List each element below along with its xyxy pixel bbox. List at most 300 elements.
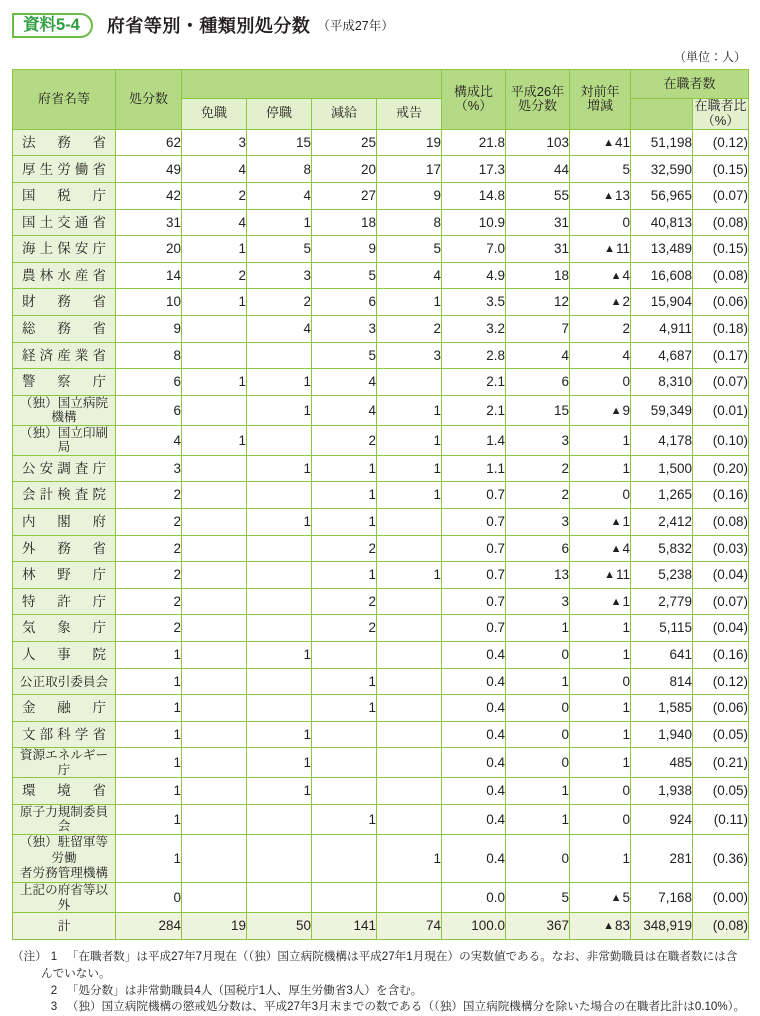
row-label-text: （独）国立病院機構 — [19, 395, 109, 425]
cell-prev-year: 1 — [506, 804, 570, 834]
table-row — [13, 369, 749, 396]
decrease-triangle-icon: ▲ — [610, 296, 622, 309]
cell-pay-cut: 1 — [312, 668, 377, 695]
cell-employees: 814 — [631, 668, 693, 695]
cell-reprimand — [377, 588, 442, 615]
cell-pay-cut: 9 — [312, 236, 377, 263]
cell-yoy-change: ▲1 — [570, 588, 631, 615]
cell-yoy-change: 0 — [570, 482, 631, 509]
cell-pay-cut: 1 — [312, 804, 377, 834]
cell-suspension: 1 — [247, 369, 312, 396]
cell-yoy-change: 0 — [570, 668, 631, 695]
cell-reprimand — [377, 804, 442, 834]
cell-employees: 4,178 — [631, 425, 693, 455]
cell-pay-cut: 2 — [312, 588, 377, 615]
row-label-text: 金融庁 — [22, 700, 106, 716]
cell-pay-cut: 141 — [312, 913, 377, 940]
cell-yoy-change: 1 — [570, 641, 631, 668]
row-label-text: 会計検査院 — [22, 487, 106, 503]
cell-share: 0.4 — [442, 748, 506, 778]
cell-suspension: 1 — [247, 395, 312, 425]
cell-total-dispositions: 1 — [116, 668, 182, 695]
cell-employees: 641 — [631, 641, 693, 668]
cell-prev-year: 3 — [506, 588, 570, 615]
decrease-triangle-icon: ▲ — [610, 404, 622, 417]
col-header-yoy — [570, 70, 631, 130]
col-header-employees-count — [631, 99, 693, 130]
cell-dismissal: 19 — [182, 913, 247, 940]
cell-yoy-change: ▲83 — [570, 913, 631, 940]
decrease-triangle-icon: ▲ — [603, 136, 614, 149]
cell-share: 0.7 — [442, 535, 506, 562]
cell-total-dispositions: 1 — [116, 834, 182, 882]
row-label — [13, 455, 116, 482]
row-label-text: 国土交通省 — [22, 214, 106, 230]
footnote-text: （独）国立病院機構の懲戒処分数は、平成27年3月末までの数である（（独）国立病院機構分を除いた場合の在職者比計は0.10%）。 — [66, 1000, 746, 1014]
table-row — [13, 748, 749, 778]
cell-pay-cut: 27 — [312, 183, 377, 210]
footnote-number: 1 — [50, 950, 58, 964]
cell-pay-cut: 25 — [312, 129, 377, 156]
cell-total-dispositions: 2 — [116, 588, 182, 615]
cell-pay-cut: 1 — [312, 508, 377, 535]
cell-reprimand: 3 — [377, 342, 442, 369]
table-row — [13, 455, 749, 482]
cell-share: 2.1 — [442, 395, 506, 425]
decrease-triangle-icon: ▲ — [610, 891, 622, 904]
cell-total-dispositions: 42 — [116, 183, 182, 210]
cell-total-dispositions: 2 — [116, 482, 182, 509]
cell-reprimand: 1 — [377, 289, 442, 316]
cell-reprimand — [377, 778, 442, 805]
cell-dismissal — [182, 562, 247, 589]
page-title-note: （平成27年） — [317, 19, 394, 33]
cell-share: 0.0 — [442, 883, 506, 913]
page-title: 府省等別・種類別処分数 — [106, 16, 311, 36]
cell-total-dispositions: 1 — [116, 748, 182, 778]
cell-pay-cut: 4 — [312, 395, 377, 425]
cell-pay-cut: 2 — [312, 425, 377, 455]
cell-reprimand — [377, 508, 442, 535]
cell-suspension: 8 — [247, 156, 312, 183]
cell-pay-cut: 1 — [312, 695, 377, 722]
cell-employees: 32,590 — [631, 156, 693, 183]
footnote-text: んでいない。 — [41, 966, 111, 980]
cell-share: 0.7 — [442, 482, 506, 509]
row-label-text: 厚生労働省 — [22, 161, 106, 177]
cell-reprimand — [377, 641, 442, 668]
cell-prev-year: 44 — [506, 156, 570, 183]
cell-share: 2.8 — [442, 342, 506, 369]
cell-reprimand: 1 — [377, 834, 442, 882]
cell-employee-ratio: (0.16) — [693, 641, 749, 668]
cell-employees: 5,115 — [631, 615, 693, 642]
cell-dismissal — [182, 342, 247, 369]
cell-total-dispositions: 31 — [116, 209, 182, 236]
row-label — [13, 883, 116, 913]
footnote-number: 3 — [50, 1000, 58, 1014]
cell-reprimand — [377, 369, 442, 396]
cell-yoy-change: 0 — [570, 778, 631, 805]
row-label — [13, 183, 116, 210]
row-label-text: 原子力規制委員会 — [19, 804, 109, 834]
row-label-text: 林野庁 — [22, 567, 106, 583]
row-label-text: 海上保安庁 — [22, 241, 106, 257]
cell-reprimand: 9 — [377, 183, 442, 210]
cell-employee-ratio: (0.04) — [693, 562, 749, 589]
cell-suspension — [247, 535, 312, 562]
table-row — [13, 834, 749, 882]
cell-prev-year: 1 — [506, 778, 570, 805]
unit-note: （単位：人） — [673, 50, 746, 64]
decrease-triangle-icon: ▲ — [610, 542, 622, 555]
cell-employees: 281 — [631, 834, 693, 882]
cell-yoy-change: ▲4 — [570, 535, 631, 562]
row-label — [13, 615, 116, 642]
cell-yoy-change: 1 — [570, 834, 631, 882]
row-label — [13, 695, 116, 722]
footnote-label: （注） — [12, 950, 47, 964]
cell-yoy-change: 1 — [570, 615, 631, 642]
cell-dismissal — [182, 883, 247, 913]
cell-share: 100.0 — [442, 913, 506, 940]
cell-employee-ratio: (0.15) — [693, 156, 749, 183]
table-row — [13, 695, 749, 722]
cell-total-dispositions: 2 — [116, 508, 182, 535]
table-row — [13, 883, 749, 913]
cell-yoy-change: 4 — [570, 342, 631, 369]
row-label-text: 総務省 — [22, 321, 106, 337]
cell-employee-ratio: (0.10) — [693, 425, 749, 455]
cell-reprimand: 74 — [377, 913, 442, 940]
cell-share: 0.7 — [442, 615, 506, 642]
row-label — [13, 156, 116, 183]
cell-reprimand — [377, 668, 442, 695]
row-label — [13, 508, 116, 535]
cell-prev-year: 31 — [506, 209, 570, 236]
cell-suspension: 1 — [247, 721, 312, 748]
cell-share: 0.4 — [442, 778, 506, 805]
cell-employee-ratio: (0.08) — [693, 508, 749, 535]
cell-employees: 2,412 — [631, 508, 693, 535]
cell-employee-ratio: (0.08) — [693, 209, 749, 236]
cell-employee-ratio: (0.15) — [693, 236, 749, 263]
cell-share: 2.1 — [442, 369, 506, 396]
cell-dismissal — [182, 482, 247, 509]
cell-employees: 40,813 — [631, 209, 693, 236]
cell-dismissal — [182, 316, 247, 343]
row-label — [13, 129, 116, 156]
footnotes — [12, 949, 748, 1016]
cell-total-dispositions: 284 — [116, 913, 182, 940]
cell-yoy-change: ▲2 — [570, 289, 631, 316]
cell-employee-ratio: (0.11) — [693, 804, 749, 834]
cell-employees: 4,687 — [631, 342, 693, 369]
row-label — [13, 778, 116, 805]
cell-yoy-change: ▲4 — [570, 262, 631, 289]
cell-dismissal: 2 — [182, 262, 247, 289]
cell-dismissal — [182, 641, 247, 668]
cell-reprimand — [377, 615, 442, 642]
decrease-triangle-icon: ▲ — [610, 595, 622, 608]
cell-employees: 5,832 — [631, 535, 693, 562]
cell-total-dispositions: 4 — [116, 425, 182, 455]
table-row — [13, 562, 749, 589]
cell-prev-year: 1 — [506, 615, 570, 642]
cell-employees: 1,938 — [631, 778, 693, 805]
cell-reprimand: 19 — [377, 129, 442, 156]
cell-dismissal — [182, 535, 247, 562]
cell-reprimand: 1 — [377, 455, 442, 482]
col-header-yoy-line2: 増減 — [586, 98, 613, 114]
cell-share: 0.7 — [442, 508, 506, 535]
cell-employee-ratio: (0.07) — [693, 369, 749, 396]
row-label-text: 上記の府省等以外 — [19, 883, 109, 912]
col-header-share-line1: 構成比 — [453, 83, 493, 99]
cell-pay-cut: 5 — [312, 262, 377, 289]
cell-share: 0.4 — [442, 668, 506, 695]
cell-employee-ratio: (0.01) — [693, 395, 749, 425]
row-label — [13, 804, 116, 834]
cell-share: 0.7 — [442, 562, 506, 589]
row-label-text: 気象庁 — [22, 620, 106, 636]
footnote-text: 「在職者数」は平成27年7月現在（（独）国立病院機構は平成27年1月現在）の実数値である。なお、非常勤職員は在職者数には含 — [66, 950, 738, 964]
cell-total-dispositions: 8 — [116, 342, 182, 369]
table-row — [13, 129, 749, 156]
table-row — [13, 508, 749, 535]
cell-employees: 59,349 — [631, 395, 693, 425]
cell-prev-year: 103 — [506, 129, 570, 156]
cell-employee-ratio: (0.04) — [693, 615, 749, 642]
cell-suspension — [247, 342, 312, 369]
cell-yoy-change: 0 — [570, 804, 631, 834]
decrease-triangle-icon: ▲ — [610, 516, 622, 528]
cell-total-dispositions: 2 — [116, 562, 182, 589]
cell-employee-ratio: (0.17) — [693, 342, 749, 369]
row-label-text: 財務省 — [22, 294, 106, 310]
cell-dismissal — [182, 508, 247, 535]
cell-pay-cut: 20 — [312, 156, 377, 183]
cell-employee-ratio: (0.07) — [693, 183, 749, 210]
cell-employee-ratio: (0.07) — [693, 588, 749, 615]
cell-yoy-change: 5 — [570, 156, 631, 183]
decrease-triangle-icon: ▲ — [603, 190, 614, 203]
row-label — [13, 748, 116, 778]
cell-yoy-change: ▲41 — [570, 129, 631, 156]
cell-share: 0.4 — [442, 641, 506, 668]
cell-yoy-change: 0 — [570, 209, 631, 236]
cell-employee-ratio: (0.12) — [693, 668, 749, 695]
cell-share: 10.9 — [442, 209, 506, 236]
table-row — [13, 482, 749, 509]
cell-total-dispositions: 1 — [116, 695, 182, 722]
cell-suspension — [247, 425, 312, 455]
cell-employees: 15,904 — [631, 289, 693, 316]
cell-suspension — [247, 668, 312, 695]
cell-suspension: 4 — [247, 183, 312, 210]
table-row — [13, 289, 749, 316]
cell-pay-cut — [312, 834, 377, 882]
cell-employees: 348,919 — [631, 913, 693, 940]
header-row-1 — [13, 70, 749, 99]
decrease-triangle-icon: ▲ — [604, 243, 615, 256]
decrease-triangle-icon: ▲ — [610, 269, 622, 282]
cell-prev-year: 31 — [506, 236, 570, 263]
cell-suspension — [247, 562, 312, 589]
cell-pay-cut: 18 — [312, 209, 377, 236]
cell-share: 0.4 — [442, 695, 506, 722]
decrease-triangle-icon: ▲ — [604, 569, 615, 582]
col-header-total: 処分数 — [116, 70, 182, 130]
cell-total-dispositions: 6 — [116, 395, 182, 425]
row-label-text: 警察庁 — [22, 374, 106, 390]
cell-employees: 1,940 — [631, 721, 693, 748]
col-header-prev-line2: 処分数 — [517, 98, 557, 114]
cell-reprimand: 1 — [377, 482, 442, 509]
col-header-dismissal: 免職 — [182, 99, 247, 130]
cell-yoy-change: ▲13 — [570, 183, 631, 210]
footnote-line — [12, 966, 748, 983]
cell-prev-year: 3 — [506, 508, 570, 535]
col-header-name: 府省名等 — [13, 70, 116, 130]
resource-badge: 資料5-4 — [12, 13, 93, 38]
row-label — [13, 395, 116, 425]
cell-prev-year: 15 — [506, 395, 570, 425]
table-row — [13, 668, 749, 695]
col-header-employees-ratio — [693, 99, 749, 130]
cell-pay-cut — [312, 883, 377, 913]
cell-share: 0.7 — [442, 588, 506, 615]
cell-suspension — [247, 482, 312, 509]
cell-prev-year: 0 — [506, 748, 570, 778]
row-label-text: （独）国立印刷局 — [19, 425, 109, 455]
col-header-prev-year — [506, 70, 570, 130]
cell-dismissal: 1 — [182, 425, 247, 455]
cell-yoy-change: 2 — [570, 316, 631, 343]
cell-dismissal: 2 — [182, 183, 247, 210]
cell-pay-cut: 3 — [312, 316, 377, 343]
cell-prev-year: 55 — [506, 183, 570, 210]
cell-dismissal — [182, 588, 247, 615]
cell-suspension: 2 — [247, 289, 312, 316]
row-label — [13, 342, 116, 369]
cell-dismissal: 3 — [182, 129, 247, 156]
cell-reprimand — [377, 721, 442, 748]
table-row — [13, 615, 749, 642]
title-row — [12, 0, 748, 44]
cell-reprimand: 8 — [377, 209, 442, 236]
cell-prev-year: 1 — [506, 668, 570, 695]
cell-dismissal: 4 — [182, 209, 247, 236]
row-label — [13, 316, 116, 343]
cell-share: 17.3 — [442, 156, 506, 183]
col-header-ratio-line2: （%） — [701, 112, 740, 128]
cell-dismissal: 4 — [182, 156, 247, 183]
cell-total-dispositions: 1 — [116, 641, 182, 668]
row-label — [13, 535, 116, 562]
cell-employee-ratio: (0.06) — [693, 695, 749, 722]
cell-pay-cut — [312, 641, 377, 668]
table-row — [13, 316, 749, 343]
row-label — [13, 588, 116, 615]
cell-employees: 5,238 — [631, 562, 693, 589]
cell-suspension — [247, 804, 312, 834]
cell-reprimand: 1 — [377, 395, 442, 425]
cell-employees: 51,198 — [631, 129, 693, 156]
cell-suspension — [247, 883, 312, 913]
cell-dismissal — [182, 668, 247, 695]
cell-dismissal: 1 — [182, 289, 247, 316]
cell-total-dispositions: 14 — [116, 262, 182, 289]
footnote-number: 2 — [50, 983, 58, 997]
cell-employees: 1,585 — [631, 695, 693, 722]
cell-suspension: 15 — [247, 129, 312, 156]
cell-pay-cut — [312, 721, 377, 748]
cell-employees: 1,265 — [631, 482, 693, 509]
row-label — [13, 834, 116, 882]
row-label — [13, 562, 116, 589]
col-header-types-spacer — [182, 70, 442, 99]
table-row — [13, 236, 749, 263]
row-label — [13, 425, 116, 455]
cell-employees: 924 — [631, 804, 693, 834]
table-row — [13, 721, 749, 748]
row-label-text: 文部科学省 — [22, 726, 106, 742]
row-label — [13, 289, 116, 316]
cell-dismissal: 1 — [182, 236, 247, 263]
cell-yoy-change: 0 — [570, 369, 631, 396]
cell-pay-cut — [312, 748, 377, 778]
cell-suspension — [247, 588, 312, 615]
cell-yoy-change: ▲11 — [570, 562, 631, 589]
cell-reprimand — [377, 535, 442, 562]
cell-employee-ratio: (0.36) — [693, 834, 749, 882]
cell-yoy-change: ▲9 — [570, 395, 631, 425]
cell-dismissal — [182, 695, 247, 722]
col-header-reprimand: 戒告 — [377, 99, 442, 130]
table-head — [13, 70, 749, 130]
cell-suspension: 1 — [247, 508, 312, 535]
cell-employees: 16,608 — [631, 262, 693, 289]
cell-share: 3.2 — [442, 316, 506, 343]
col-header-share — [442, 70, 506, 130]
cell-dismissal: 1 — [182, 369, 247, 396]
cell-share: 7.0 — [442, 236, 506, 263]
cell-total-dispositions: 0 — [116, 883, 182, 913]
cell-employee-ratio: (0.00) — [693, 883, 749, 913]
cell-prev-year: 7 — [506, 316, 570, 343]
cell-reprimand — [377, 748, 442, 778]
row-label — [13, 209, 116, 236]
cell-employees: 4,911 — [631, 316, 693, 343]
cell-dismissal — [182, 615, 247, 642]
cell-prev-year: 0 — [506, 834, 570, 882]
cell-suspension: 1 — [247, 455, 312, 482]
cell-yoy-change: 1 — [570, 425, 631, 455]
table-total-row — [13, 913, 749, 940]
cell-employees: 8,310 — [631, 369, 693, 396]
cell-suspension — [247, 615, 312, 642]
row-label — [13, 721, 116, 748]
row-label — [13, 236, 116, 263]
cell-share: 0.4 — [442, 804, 506, 834]
cell-suspension: 1 — [247, 748, 312, 778]
col-header-share-line2: （%） — [454, 98, 493, 114]
cell-prev-year: 6 — [506, 369, 570, 396]
footnote-line — [12, 999, 748, 1016]
cell-prev-year: 18 — [506, 262, 570, 289]
row-label-text: 公安調査庁 — [22, 460, 106, 476]
